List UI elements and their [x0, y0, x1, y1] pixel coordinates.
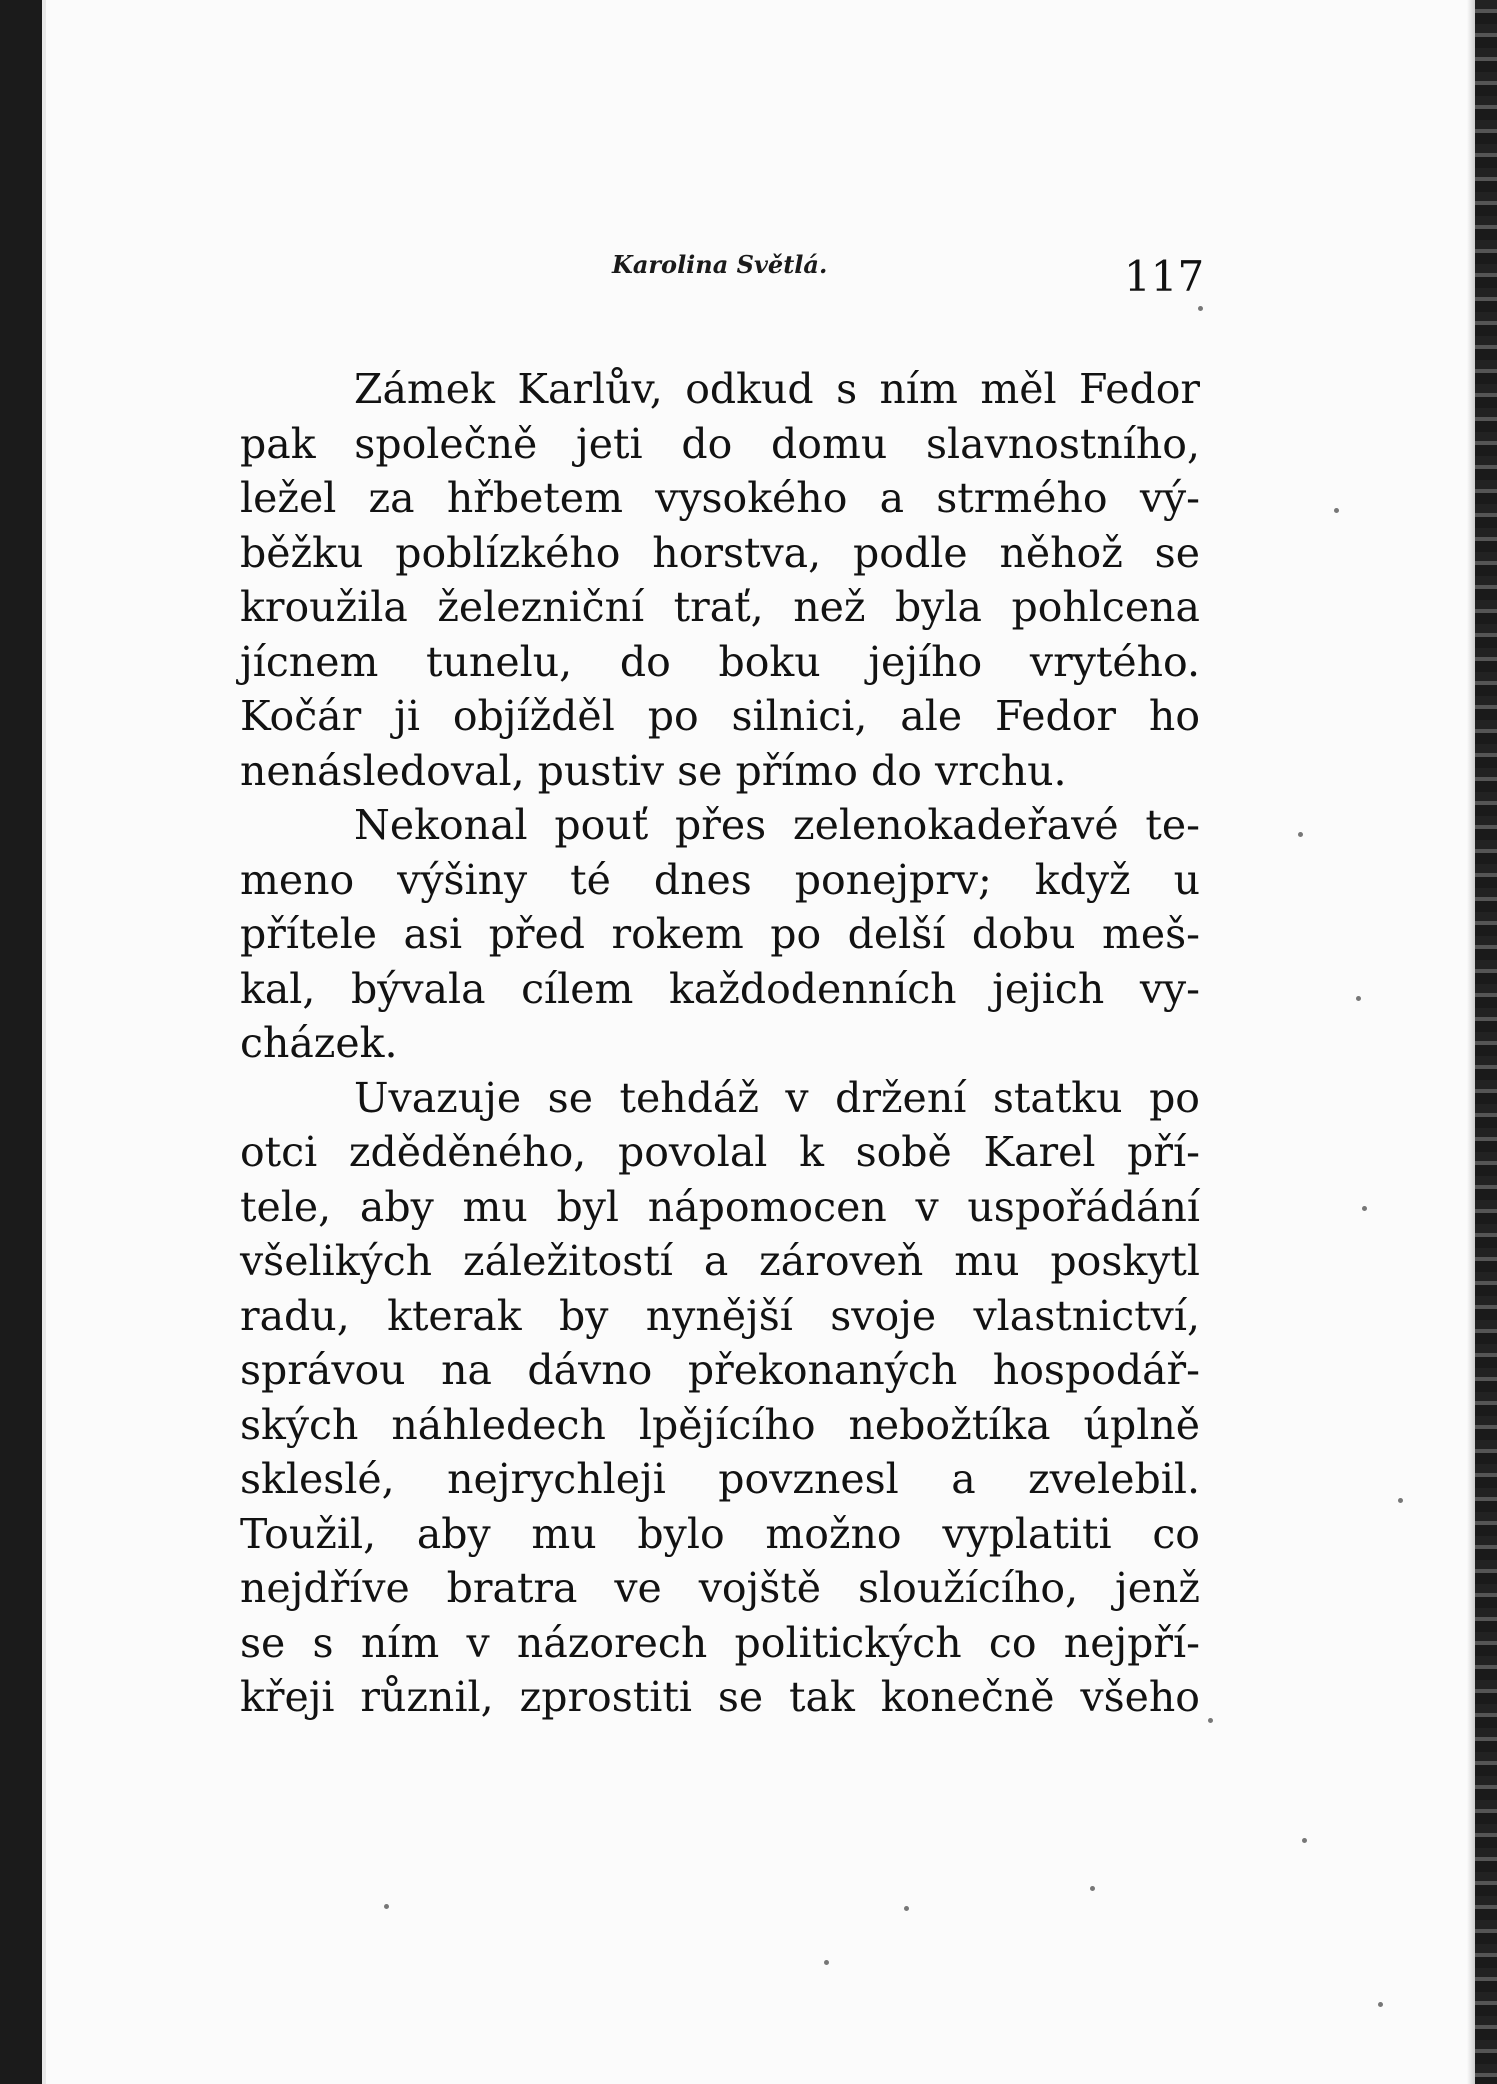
- text-body: [240, 362, 1200, 1725]
- text-line: Toužil, aby mu bylo možno vyplatiti co: [240, 1509, 1200, 1558]
- text-line: Nekonal pouť přes zelenokadeřavé te-: [354, 801, 1200, 849]
- scan-speck: [1090, 1886, 1095, 1891]
- text-line: křeji různil, zprostiti se tak konečně všeho: [240, 1673, 1200, 1721]
- scan-speck: [384, 1904, 389, 1909]
- scan-speck: [1302, 1838, 1307, 1843]
- text-line: kroužila železniční trať, než byla pohlcena: [240, 583, 1200, 631]
- running-head: Karolina Světlá.: [612, 250, 828, 279]
- scan-right-edge: [1475, 0, 1497, 2084]
- scan-edge-shadow: [1467, 0, 1475, 2084]
- text-line: meno výšiny té dnes ponejprv; když u: [240, 855, 1200, 904]
- text-line: Uvazuje se tehdáž v držení statku po: [354, 1073, 1200, 1122]
- text-line: Zámek Karlův, odkud s ním měl Fedor: [354, 365, 1200, 413]
- text-line: správou na dávno překonaných hospodář-: [240, 1346, 1200, 1394]
- text-line: ských náhledech lpějícího nebožtíka úplně: [240, 1400, 1200, 1449]
- text-line: ležel za hřbetem vysokého a strmého vý-: [240, 474, 1200, 522]
- scan-speck: [904, 1906, 909, 1911]
- text-line: běžku poblízkého horstva, podle něhož se: [240, 528, 1200, 577]
- scan-speck: [1198, 306, 1203, 311]
- text-line: kal, bývala cílem každodenních jejich vy-: [240, 964, 1200, 1013]
- text-line: skleslé, nejrychleji povznesl a zvelebil.: [240, 1455, 1200, 1503]
- scan-left-margin: [0, 0, 42, 2084]
- scan-speck: [1378, 2002, 1383, 2007]
- text-line: radu, kterak by nynější svoje vlastnictví,: [240, 1291, 1200, 1340]
- page-number: 117: [1124, 252, 1205, 301]
- text-line: otci zděděného, povolal k sobě Karel pří-: [240, 1128, 1200, 1176]
- text-line: všelikých záležitostí a zároveň mu poskytl: [240, 1237, 1200, 1285]
- text-line: pak společně jeti do domu slavnostního,: [240, 419, 1200, 468]
- text-line: tele, aby mu byl nápomocen v uspořádání: [240, 1182, 1200, 1231]
- scan-speck: [824, 1960, 829, 1965]
- scan-speck: [1356, 996, 1361, 1001]
- scan-speck: [1398, 1498, 1403, 1503]
- text-line: jícnem tunelu, do boku jejího vrytého.: [240, 637, 1200, 686]
- text-line: cházek.: [240, 1019, 398, 1067]
- scan-speck: [1298, 832, 1303, 837]
- text-line: se s ním v názorech politických co nejpří-: [240, 1618, 1200, 1667]
- page-fold-edge: [42, 0, 46, 2084]
- scan-speck: [1362, 1206, 1367, 1211]
- scan-speck: [1208, 1718, 1213, 1723]
- text-line: nejdříve bratra ve vojště sloužícího, jenž: [240, 1564, 1200, 1612]
- text-line: nenásledoval, pustiv se přímo do vrchu.: [240, 746, 1067, 795]
- text-line: Kočár ji objížděl po silnici, ale Fedor ho: [240, 692, 1200, 740]
- text-line: přítele asi před rokem po delší dobu meš-: [240, 910, 1200, 958]
- scan-speck: [1334, 508, 1339, 513]
